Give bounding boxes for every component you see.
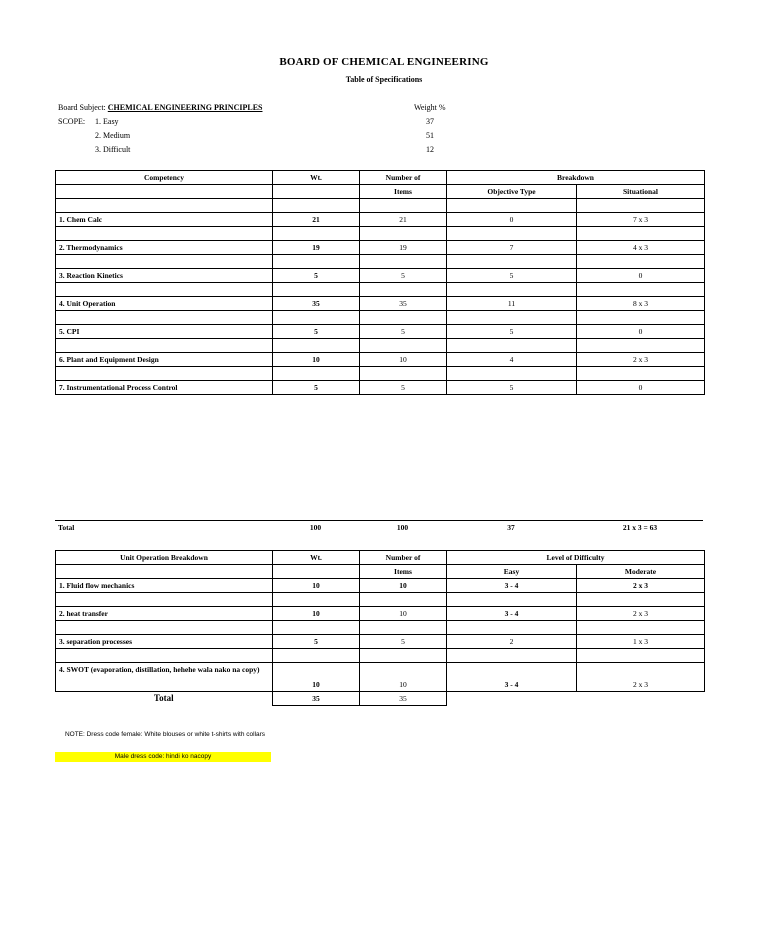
unit-op-items: 10 <box>360 663 447 692</box>
col-objective: Objective Type <box>447 185 577 199</box>
table-row <box>56 269 705 283</box>
unit-op-name: 4. SWOT (evaporation, distillation, hehehe wala nako na copy) <box>56 663 273 692</box>
unit-op-items: 5 <box>360 635 447 649</box>
col-items-line2: Items <box>360 185 447 199</box>
competency-wt: 5 <box>273 381 360 395</box>
competency-objective: 5 <box>447 269 577 283</box>
table-total-row <box>56 692 705 706</box>
scope-label: SCOPE: <box>58 117 86 126</box>
total-items: 100 <box>396 523 409 532</box>
col-situational: Situational <box>577 185 705 199</box>
competency-name: 4. Unit Operation <box>56 297 273 311</box>
total-label: Total <box>58 523 75 532</box>
competency-name: 3. Reaction Kinetics <box>56 269 273 283</box>
scope-difficult-weight: 12 <box>426 145 434 154</box>
col-breakdown: Breakdown <box>447 171 705 185</box>
col-wt: Wt. <box>273 551 360 565</box>
table-row <box>56 353 705 367</box>
competency-wt: 5 <box>273 325 360 339</box>
competency-situational: 0 <box>577 325 705 339</box>
competency-objective: 5 <box>447 381 577 395</box>
table-header-row <box>56 171 705 185</box>
board-subject-row <box>58 103 262 112</box>
document-title: BOARD OF CHEMICAL ENGINEERING <box>279 56 489 68</box>
unit-op-name: 2. heat transfer <box>56 607 273 621</box>
competency-items: 10 <box>360 353 447 367</box>
table-header-row <box>56 551 705 565</box>
unit-op-easy: 3 - 4 <box>447 579 577 593</box>
competency-objective: 4 <box>447 353 577 367</box>
competency-items: 5 <box>360 325 447 339</box>
note-male-dress-code: Male dress code: hindi ko nacopy <box>55 752 271 762</box>
unit-op-easy: 3 - 4 <box>447 607 577 621</box>
competency-situational: 4 x 3 <box>577 241 705 255</box>
col-unit-op: Unit Operation Breakdown <box>56 551 273 565</box>
competency-situational: 7 x 3 <box>577 213 705 227</box>
table-row <box>56 213 705 227</box>
competency-items: 21 <box>360 213 447 227</box>
unit-op-wt: 10 <box>273 663 360 692</box>
unit-op-items: 10 <box>360 607 447 621</box>
col-easy: Easy <box>447 565 577 579</box>
scope-medium-label: 2. Medium <box>95 131 131 140</box>
table-row <box>56 607 705 621</box>
competency-objective: 11 <box>447 297 577 311</box>
unit-op-total-wt: 35 <box>273 692 360 706</box>
document-subtitle: Table of Specifications <box>345 75 423 84</box>
competency-name: 5. CPI <box>56 325 273 339</box>
table-row <box>56 381 705 395</box>
competency-items: 5 <box>360 269 447 283</box>
note-female-dress-code: NOTE: Dress code female: White blouses or white t-shirts with collars <box>64 731 266 738</box>
competency-situational: 0 <box>577 381 705 395</box>
col-items-line1: Number of <box>360 551 447 565</box>
unit-op-name: 3. separation processes <box>56 635 273 649</box>
weight-label: Weight % <box>414 103 446 112</box>
unit-operation-table <box>55 550 705 706</box>
competency-name: 7. Instrumentational Process Control <box>56 381 273 395</box>
unit-op-moderate: 2 x 3 <box>577 663 705 692</box>
table-row <box>56 325 705 339</box>
competency-objective: 7 <box>447 241 577 255</box>
unit-op-easy: 2 <box>447 635 577 649</box>
competency-situational: 2 x 3 <box>577 353 705 367</box>
competency-name: 2. Thermodynamics <box>56 241 273 255</box>
competency-objective: 5 <box>447 325 577 339</box>
competency-situational: 0 <box>577 269 705 283</box>
table-header-row <box>56 185 705 199</box>
competency-items: 19 <box>360 241 447 255</box>
scope-easy-label: 1. Easy <box>95 117 119 126</box>
competency-wt: 35 <box>273 297 360 311</box>
competency-items: 5 <box>360 381 447 395</box>
competency-wt: 21 <box>273 213 360 227</box>
unit-op-total-items: 35 <box>360 692 447 706</box>
competency-items: 35 <box>360 297 447 311</box>
col-competency: Competency <box>56 171 273 185</box>
competency-objective: 0 <box>447 213 577 227</box>
unit-op-moderate: 2 x 3 <box>577 607 705 621</box>
unit-op-wt: 10 <box>273 607 360 621</box>
table-row <box>56 663 705 692</box>
col-items-line1: Number of <box>360 171 447 185</box>
table-row <box>56 579 705 593</box>
competency-name: 6. Plant and Equipment Design <box>56 353 273 367</box>
table-row <box>56 635 705 649</box>
unit-op-items: 10 <box>360 579 447 593</box>
col-wt: Wt. <box>273 171 360 185</box>
unit-op-moderate: 2 x 3 <box>577 579 705 593</box>
unit-op-moderate: 1 x 3 <box>577 635 705 649</box>
competency-name: 1. Chem Calc <box>56 213 273 227</box>
board-subject-value: CHEMICAL ENGINEERING PRINCIPLES <box>107 103 263 112</box>
unit-op-wt: 5 <box>273 635 360 649</box>
col-moderate: Moderate <box>577 565 705 579</box>
col-difficulty: Level of Difficulty <box>447 551 705 565</box>
scope-medium-weight: 51 <box>426 131 434 140</box>
table-header-row <box>56 565 705 579</box>
table-row <box>56 297 705 311</box>
total-wt: 100 <box>309 523 322 532</box>
competency-wt: 5 <box>273 269 360 283</box>
unit-op-total-label: Total <box>153 693 174 704</box>
unit-op-easy: 3 - 4 <box>447 663 577 692</box>
scope-easy-weight: 37 <box>426 117 434 126</box>
unit-op-name: 1. Fluid flow mechanics <box>56 579 273 593</box>
board-subject-label: Board Subject: <box>58 103 106 112</box>
table-row <box>56 241 705 255</box>
unit-op-wt: 10 <box>273 579 360 593</box>
total-situational: 21 x 3 = 63 <box>622 523 658 532</box>
competency-table <box>55 170 705 395</box>
total-divider <box>55 520 703 521</box>
scope-difficult-label: 3. Difficult <box>95 145 131 154</box>
total-objective: 37 <box>507 523 515 532</box>
competency-situational: 8 x 3 <box>577 297 705 311</box>
col-items-line2: Items <box>360 565 447 579</box>
competency-wt: 19 <box>273 241 360 255</box>
competency-wt: 10 <box>273 353 360 367</box>
